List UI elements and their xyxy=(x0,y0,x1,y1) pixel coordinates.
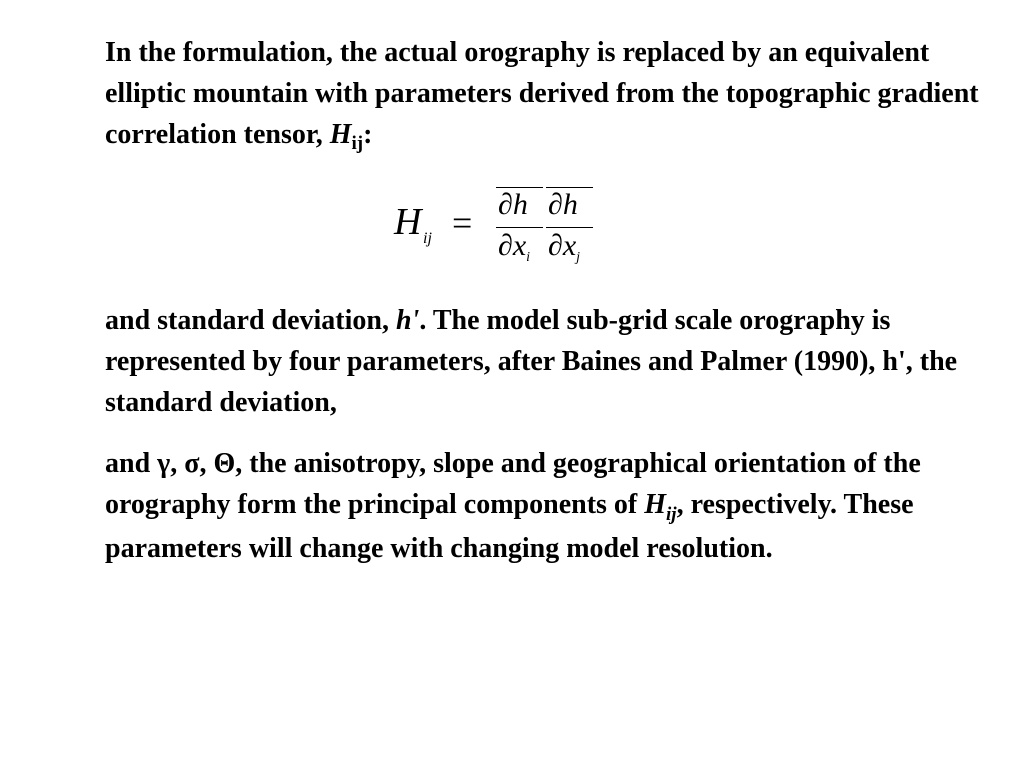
intro-paragraph xyxy=(105,32,985,158)
intro-text: In the formulation, the actual orography is replaced by an equivalent elliptic mountain with parameters derived from the topographic gradient correlation tensor, xyxy=(105,37,979,150)
factor-1-denominator xyxy=(498,229,530,263)
std-deviation-symbol: h' xyxy=(395,305,420,336)
factor-1-numerator: ∂h xyxy=(498,188,528,221)
factor-2-denominator xyxy=(548,229,580,263)
tensor-equation xyxy=(390,178,630,278)
factor-2-fraction-bar xyxy=(546,227,593,228)
std-deviation-paragraph xyxy=(105,300,985,423)
parameters-paragraph xyxy=(105,443,985,569)
parameters-tensor-symbol: H xyxy=(644,489,667,520)
equation-factor-1 xyxy=(496,178,544,278)
factor-1-fraction-bar xyxy=(496,227,543,228)
equation-equals: = xyxy=(452,203,473,243)
equation-factor-2 xyxy=(546,178,594,278)
equation-lhs-subscript: ij xyxy=(423,230,432,247)
factor-2-denominator-subscript: j xyxy=(576,250,581,265)
tensor-symbol-subscript: ij xyxy=(351,133,364,154)
std-deviation-prefix: and standard deviation, xyxy=(105,305,396,336)
parameters-text: , respectively. These parameters will change with changing model resolution. xyxy=(105,489,914,564)
parameters-prefix: and γ, σ, Θ, the anisotropy, slope and geographical orientation of the orography form the principal components of xyxy=(105,448,921,520)
factor-2-numerator: ∂h xyxy=(548,188,578,221)
intro-colon: : xyxy=(363,119,373,150)
factor-1-denominator-subscript: i xyxy=(526,250,531,265)
equation-lhs: H xyxy=(394,201,422,243)
factor-2-denominator-text: ∂x xyxy=(548,229,577,262)
factor-1-denominator-text: ∂x xyxy=(498,229,527,262)
std-deviation-text: . The model sub-grid scale orography is represented by four parameters, after Baines and Palmer (1990), h', the standard deviation, xyxy=(105,305,958,418)
parameters-tensor-subscript: ij xyxy=(666,504,677,525)
tensor-symbol: H xyxy=(329,119,352,150)
